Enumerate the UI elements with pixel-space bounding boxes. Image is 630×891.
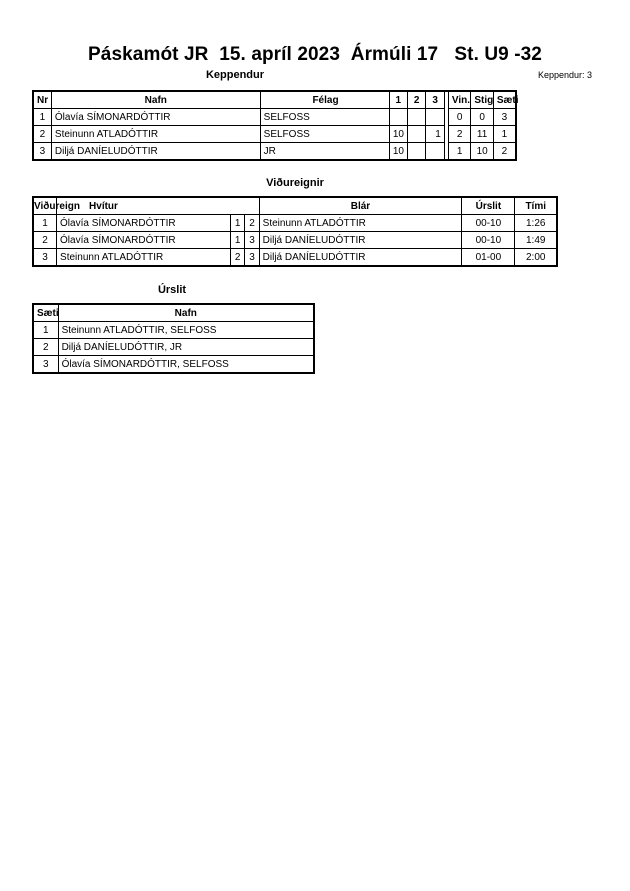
- header-round-2: 2: [407, 91, 425, 109]
- table-row: [33, 109, 516, 126]
- cell-place: 3: [493, 109, 516, 126]
- cell-round-2: [407, 126, 425, 143]
- cell-match-nr: 1: [33, 215, 57, 232]
- matches-heading: Viðureignir: [266, 177, 324, 189]
- cell-match-nr: 2: [33, 232, 57, 249]
- cell-place: 3: [33, 356, 58, 374]
- header-place: Sæti: [493, 91, 516, 109]
- table-row: [33, 322, 314, 339]
- header-blue: Blár: [259, 197, 462, 215]
- header-points: Stig: [471, 91, 494, 109]
- header-match: Viðureign: [33, 197, 57, 215]
- cell-place: 2: [493, 143, 516, 161]
- competitor-count: Keppendur: 3: [538, 70, 593, 80]
- header-round-3: 3: [426, 91, 444, 109]
- matches-header-row: [33, 197, 557, 215]
- page-title: Páskamót JR 15. apríl 2023 Ármúli 17 St. U9 -32: [88, 44, 542, 65]
- cell-name: Diljá DANÍELUDÓTTIR, JR: [58, 339, 314, 356]
- header-place: Sæti: [33, 304, 58, 322]
- cell-white-nr: 1: [231, 215, 245, 232]
- header-wins: Vin.: [448, 91, 471, 109]
- competitors-table: [32, 90, 517, 161]
- cell-nr: 2: [33, 126, 51, 143]
- cell-name: Steinunn ATLADÓTTIR: [51, 126, 260, 143]
- cell-result: 01-00: [462, 249, 515, 267]
- header-round-1: 1: [389, 91, 407, 109]
- cell-name: Ólavía SÍMONARDÓTTIR: [51, 109, 260, 126]
- cell-blue-nr: 2: [245, 215, 259, 232]
- table-row: [33, 143, 516, 161]
- cell-round-2: [407, 143, 425, 161]
- cell-place: 2: [33, 339, 58, 356]
- cell-white-nr: 1: [231, 232, 245, 249]
- results-table: [32, 303, 315, 374]
- cell-white: Ólavía SÍMONARDÓTTIR: [57, 215, 231, 232]
- header-name: Nafn: [51, 91, 260, 109]
- table-row: [33, 249, 557, 267]
- cell-match-nr: 3: [33, 249, 57, 267]
- cell-blue: Steinunn ATLADÓTTIR: [259, 215, 462, 232]
- cell-round-1: 10: [389, 126, 407, 143]
- cell-points: 10: [471, 143, 494, 161]
- cell-result: 00-10: [462, 232, 515, 249]
- cell-points: 0: [471, 109, 494, 126]
- cell-club: SELFOSS: [260, 126, 389, 143]
- cell-round-3: [426, 109, 444, 126]
- cell-round-1: 10: [389, 143, 407, 161]
- cell-place: 1: [33, 322, 58, 339]
- results-heading: Úrslit: [157, 284, 187, 296]
- cell-white: Steinunn ATLADÓTTIR: [57, 249, 231, 267]
- cell-round-1: [389, 109, 407, 126]
- header-white: Hvítur: [57, 197, 260, 215]
- matches-table: [32, 196, 558, 267]
- cell-blue-nr: 3: [245, 249, 259, 267]
- cell-points: 11: [471, 126, 494, 143]
- competitors-heading: Keppendur: [205, 69, 265, 81]
- cell-nr: 1: [33, 109, 51, 126]
- cell-time: 1:49: [515, 232, 557, 249]
- cell-club: JR: [260, 143, 389, 161]
- header-result: Úrslit: [462, 197, 515, 215]
- header-nr: Nr: [33, 91, 51, 109]
- results-header-row: [33, 304, 314, 322]
- table-row: [33, 232, 557, 249]
- cell-blue: Diljá DANÍELUDÓTTIR: [259, 249, 462, 267]
- cell-blue: Diljá DANÍELUDÓTTIR: [259, 232, 462, 249]
- table-row: [33, 356, 314, 374]
- header-club: Félag: [260, 91, 389, 109]
- cell-time: 2:00: [515, 249, 557, 267]
- cell-wins: 2: [448, 126, 471, 143]
- cell-round-3: 1: [426, 126, 444, 143]
- cell-nr: 3: [33, 143, 51, 161]
- cell-name: Steinunn ATLADÓTTIR, SELFOSS: [58, 322, 314, 339]
- cell-white-nr: 2: [231, 249, 245, 267]
- cell-name: Diljá DANÍELUDÓTTIR: [51, 143, 260, 161]
- cell-blue-nr: 3: [245, 232, 259, 249]
- cell-round-2: [407, 109, 425, 126]
- cell-name: Ólavía SÍMONARDÓTTIR, SELFOSS: [58, 356, 314, 374]
- competitors-header-row: [33, 91, 516, 109]
- table-row: [33, 215, 557, 232]
- cell-time: 1:26: [515, 215, 557, 232]
- cell-wins: 1: [448, 143, 471, 161]
- table-row: [33, 339, 314, 356]
- header-time: Tími: [515, 197, 557, 215]
- cell-result: 00-10: [462, 215, 515, 232]
- cell-white: Ólavía SÍMONARDÓTTIR: [57, 232, 231, 249]
- cell-place: 1: [493, 126, 516, 143]
- header-name: Nafn: [58, 304, 314, 322]
- cell-round-3: [426, 143, 444, 161]
- cell-wins: 0: [448, 109, 471, 126]
- table-row: [33, 126, 516, 143]
- cell-club: SELFOSS: [260, 109, 389, 126]
